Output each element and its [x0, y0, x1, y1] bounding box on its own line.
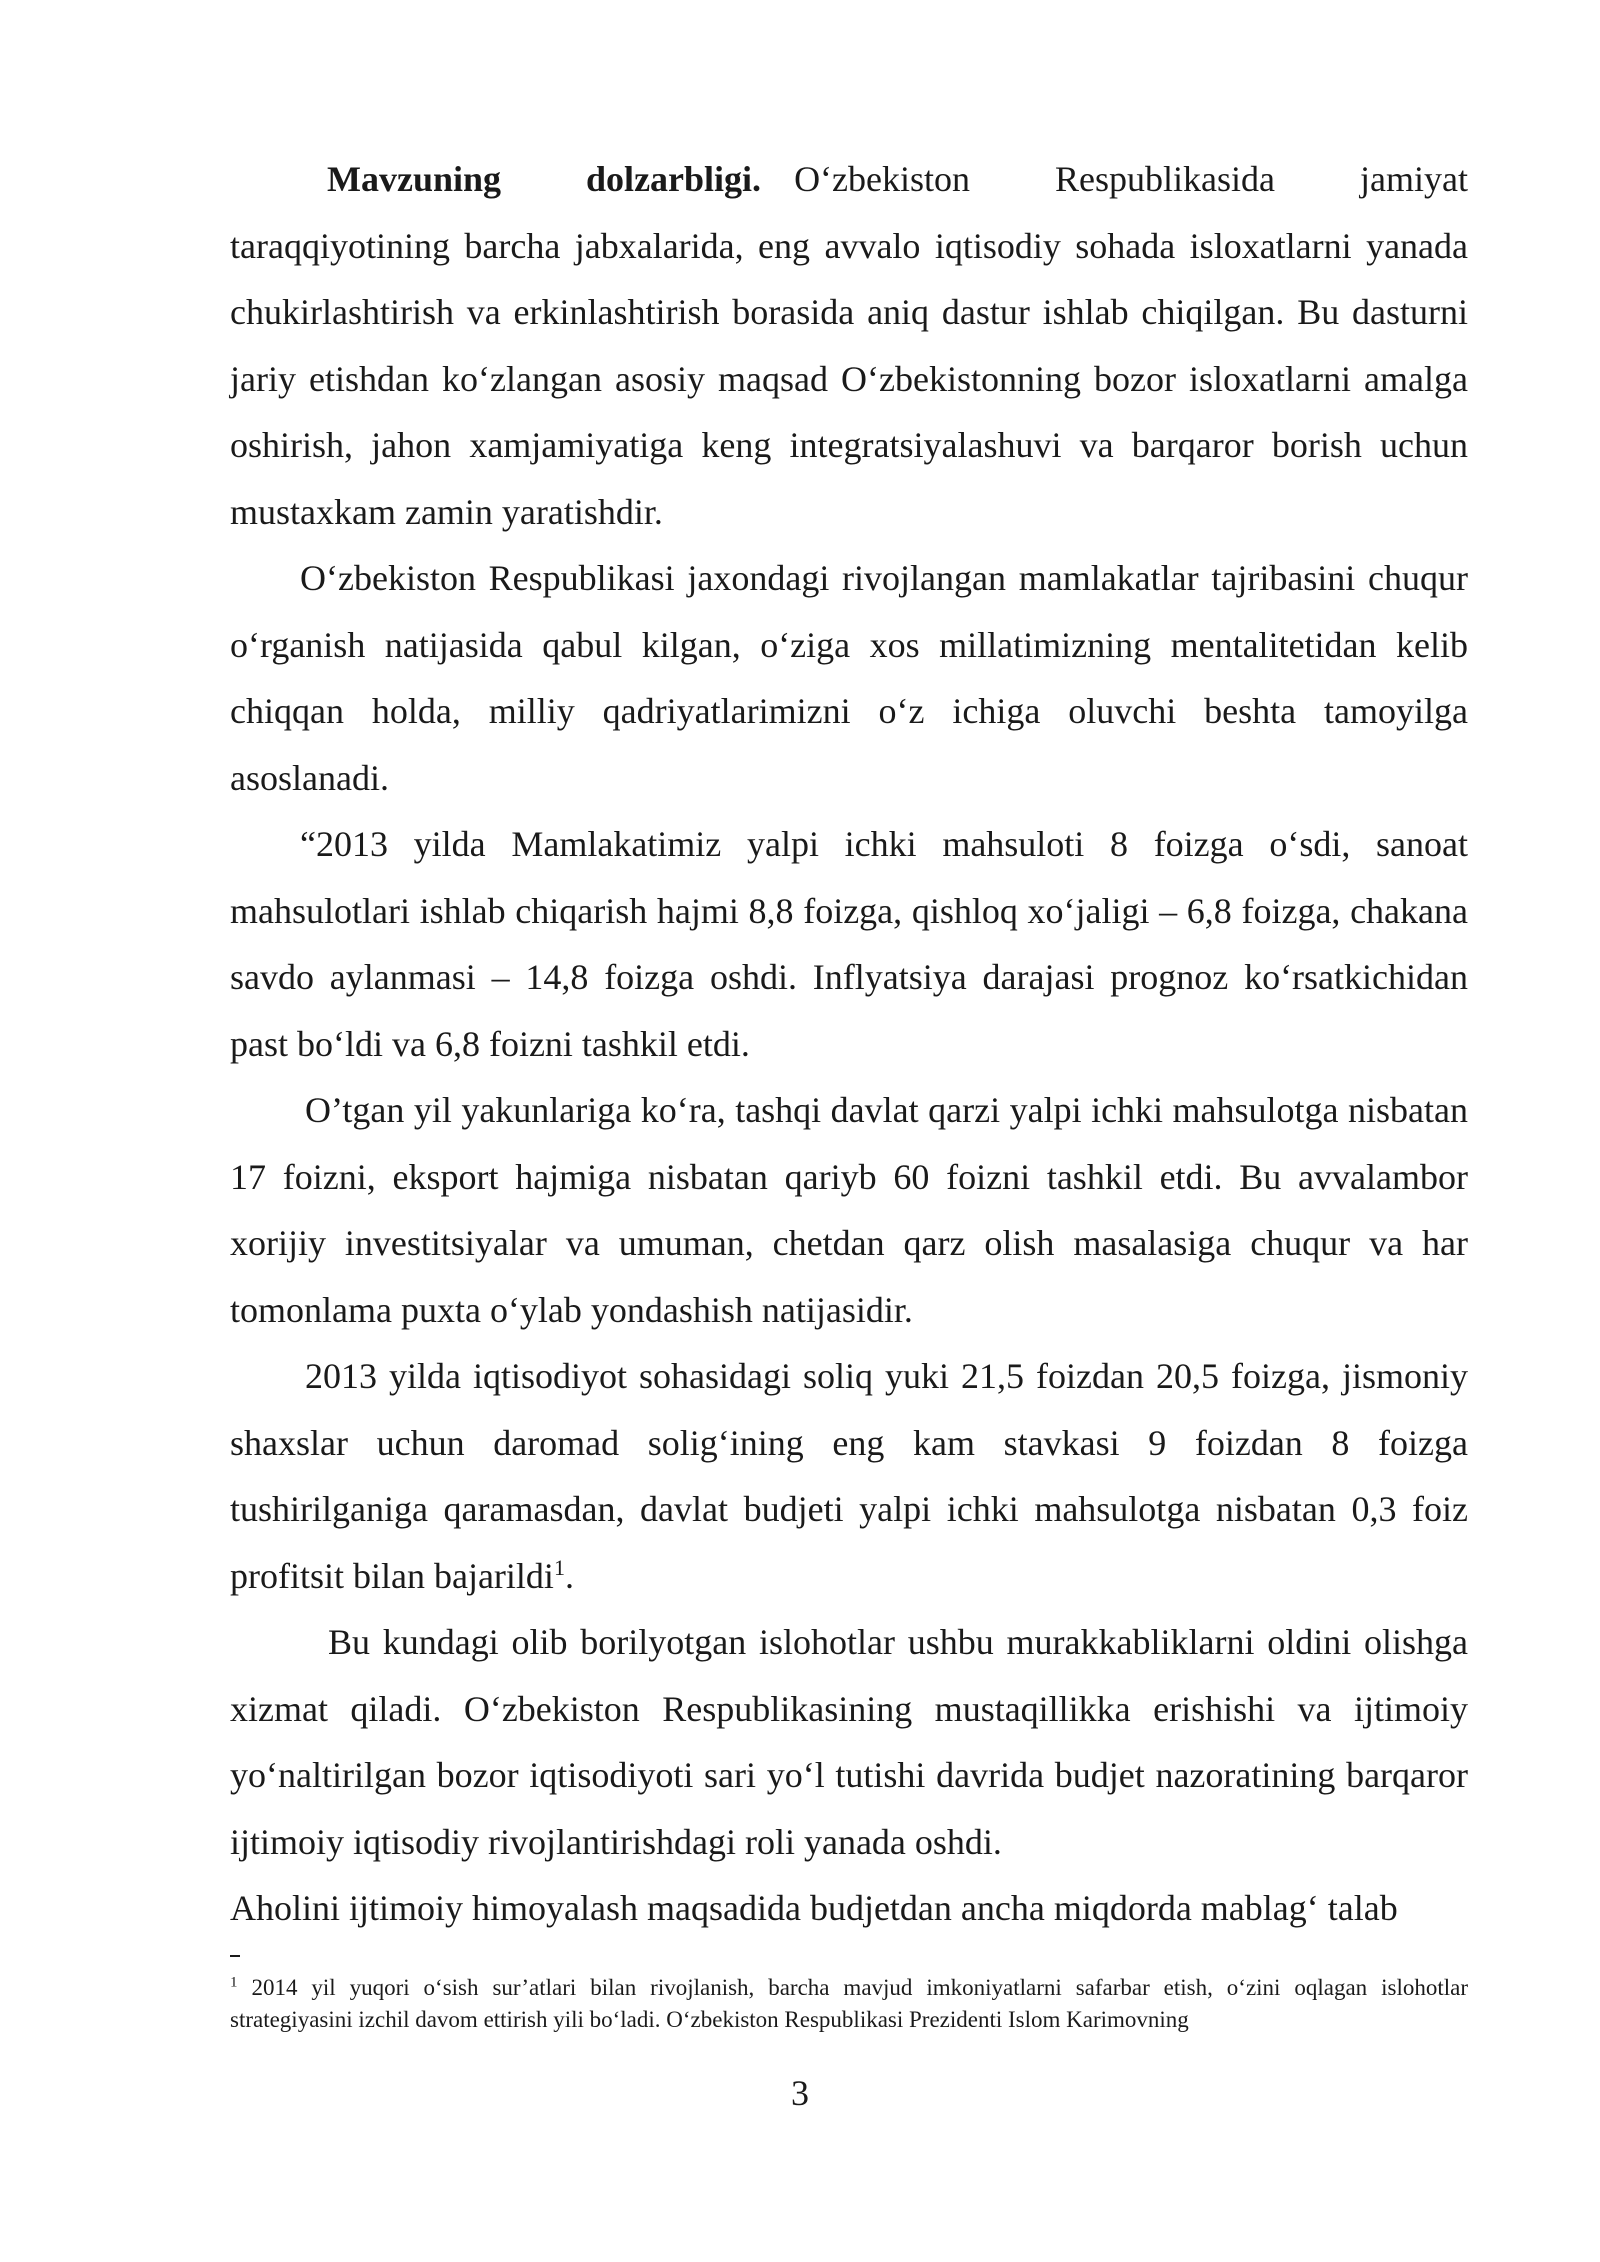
paragraph-tail: .	[564, 1555, 574, 1596]
body-text	[230, 146, 1468, 1942]
footnote-reference[interactable]: 1	[553, 1554, 565, 1580]
footnote-separator	[230, 1955, 240, 1957]
footnote-text: 2014 yil yuqori o‘sish sur’atlari bilan rivojlanish, barcha mavjud imkoniyatlarni safarbar etish, o‘zini oqlagan islohotlar strategiyasini izchil davom ettirish yili bo‘ladi. O‘zbekiston Respublikasi Prezidenti Islom Karimovning	[230, 1975, 1468, 2032]
page-number: 3	[791, 2073, 809, 2113]
paragraph-principles	[230, 545, 1468, 811]
paragraph-text: O’tgan yil yakunlariga ko‘ra, tashqi davlat qarzi yalpi ichki mahsulotga nisbatan 17 foizni, eksport hajmiga nisbatan qariyb 60 foizni tashkil etdi. Bu avvalambor xorijiy investitsiyalar va umuman, chetdan qarz olish masalasiga chuqur va har tomonlama puxta o‘ylab yondashish natijasidir.	[230, 1090, 1468, 1330]
footnote	[230, 1972, 1468, 2036]
paragraph-lead: O‘zbekiston Respublikasida jamiyat	[794, 159, 1468, 199]
paragraph-text: 2013 yilda iqtisodiyot sohasidagi soliq yuki 21,5 foizdan 20,5 foizga, jismoniy shaxslar uchun daromad solig‘ining eng kam stavkasi 9 foizdan 8 foizga tushirilganiga qaramasdan, davlat budjeti yalpi ichki mahsulotga nisbatan 0,3 foiz profitsit bilan bajarildi	[230, 1356, 1468, 1596]
paragraph-text: taraqqiyotining barcha jabxalarida, eng avvalo iqtisodiy sohada isloxatlarni yanada chukirlashtirish va erkinlashtirish borasida aniq dastur ishlab chiqilgan. Bu dasturni jariy etishdan ko‘zlangan asosiy maqsad O‘zbekistonning bozor isloxatlarni amalga oshirish, jahon xamjamiyatiga keng integratsiyalashuvi va barqaror borish uchun mustaxkam zamin yaratishdir.	[230, 225, 1468, 532]
paragraph-intro	[230, 146, 1468, 545]
paragraph-text: “2013 yilda Mamlakatimiz yalpi ichki mahsuloti 8 foizga o‘sdi, sanoat mahsulotlari ishlab chiqarish hajmi 8,8 foizga, qishloq xo‘jaligi – 6,8 foizga, chakana savdo aylanmasi – 14,8 foizga oshdi. Inflyatsiya darajasi prognoz ko‘rsatkichidan past bo‘ldi va 6,8 foizni tashkil etdi.	[230, 824, 1468, 1064]
paragraph-external-debt	[230, 1077, 1468, 1343]
paragraph-tax-burden	[230, 1343, 1468, 1609]
section-heading: Mavzuning dolzarbligi.	[327, 159, 762, 199]
paragraph-reforms	[230, 1609, 1468, 1875]
footnote-marker: 1	[230, 1974, 238, 1991]
paragraph-text: Bu kundagi olib borilyotgan islohotlar ushbu murakkabliklarni oldini olishga xizmat qiladi. O‘zbekiston Respublikasining mustaqillikka erishishi va ijtimoiy yo‘naltirilgan bozor iqtisodiyoti sari yo‘l tutishi davrida budjet nazoratining barqaror ijtimoiy iqtisodiy rivojlantirishdagi roli yanada oshdi.	[230, 1622, 1468, 1862]
paragraph-text: O‘zbekiston Respublikasi jaxondagi rivojlangan mamlakatlar tajribasini chuqur o‘rganish natijasida qabul kilgan, o‘ziga xos millatimizning mentalitetidan kelib chiqqan holda, milliy qadriyatlarimizni o‘z ichiga oluvchi beshta tamoyilga asoslanadi.	[230, 558, 1468, 798]
paragraph-gdp-growth	[230, 811, 1468, 1077]
paragraph-social-protection	[230, 1875, 1468, 1942]
paragraph-text: Aholini ijtimoiy himoyalash maqsadida budjetdan ancha miqdorda mablag‘ talab	[230, 1888, 1398, 1928]
